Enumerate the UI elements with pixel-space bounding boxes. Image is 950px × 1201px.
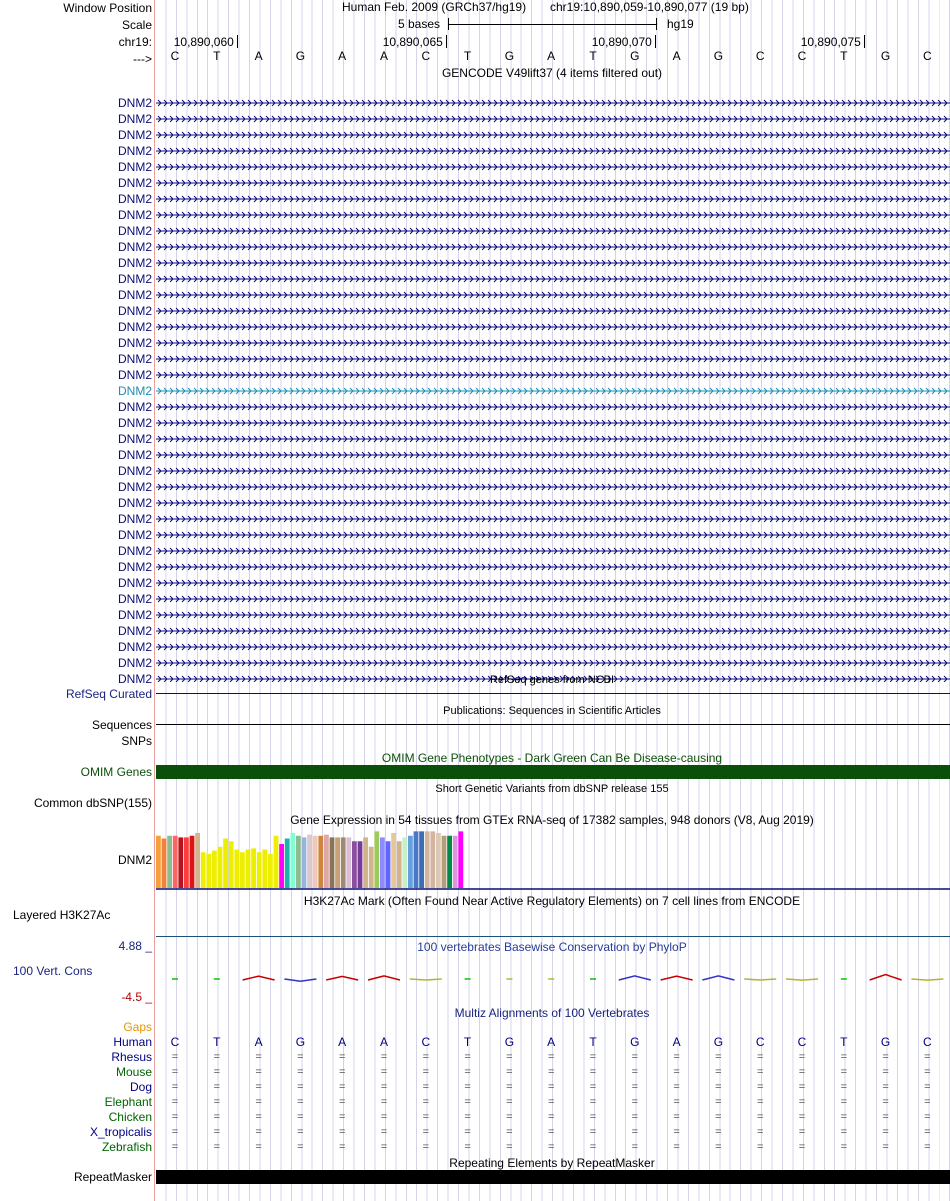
gencode-gene-label[interactable]: DNM2 [117, 432, 152, 446]
phylop-ymin-label: -4.5 _ [121, 990, 152, 1004]
coordinate-tick [446, 35, 447, 48]
gencode-gene-label[interactable]: DNM2 [117, 176, 152, 190]
track-label-panel [0, 0, 154, 1201]
publications-track-label[interactable]: Sequences [91, 718, 152, 732]
gencode-gene-label[interactable]: DNM2 [117, 400, 152, 414]
gencode-gene-label[interactable]: DNM2 [117, 624, 152, 638]
base-letter: C [421, 49, 431, 63]
base-letter: T [840, 49, 848, 63]
base-letter: C [755, 49, 765, 63]
refseq-track-label[interactable]: RefSeq Curated [65, 687, 152, 701]
base-letter: T [463, 49, 472, 63]
coordinate-tick-label: 10,890,075 [800, 35, 861, 49]
gencode-gene-label[interactable]: DNM2 [117, 224, 152, 238]
gencode-gene-label[interactable]: DNM2 [117, 112, 152, 126]
gencode-gene-label[interactable]: DNM2 [117, 208, 152, 222]
base-letter: A [672, 49, 681, 63]
gencode-gene-label[interactable]: DNM2 [117, 384, 152, 398]
gencode-gene-label[interactable]: DNM2 [117, 144, 152, 158]
gencode-gene-label[interactable]: DNM2 [117, 496, 152, 510]
gencode-gene-label[interactable]: DNM2 [117, 528, 152, 542]
gencode-gene-label[interactable]: DNM2 [117, 512, 152, 526]
gencode-gene-label[interactable]: DNM2 [117, 256, 152, 270]
base-letter: G [713, 49, 724, 63]
base-letter: G [295, 49, 306, 63]
gtex-track-label[interactable]: DNM2 [117, 853, 152, 867]
coordinate-tick [864, 35, 865, 48]
base-letter: A [254, 49, 263, 63]
gencode-gene-label[interactable]: DNM2 [117, 304, 152, 318]
base-letter: C [797, 49, 807, 63]
multiz-species-label[interactable]: Human [113, 1035, 152, 1049]
base-letter: C [170, 49, 180, 63]
gencode-gene-label[interactable]: DNM2 [117, 320, 152, 334]
base-letter: G [630, 49, 640, 63]
scale-label: Scale [121, 18, 152, 32]
window-position-label: Window Position [63, 1, 152, 15]
gencode-gene-label[interactable]: DNM2 [117, 368, 152, 382]
gencode-gene-label[interactable]: DNM2 [117, 160, 152, 174]
gencode-gene-label[interactable]: DNM2 [117, 128, 152, 142]
gencode-gene-label[interactable]: DNM2 [117, 96, 152, 110]
gencode-gene-label[interactable]: DNM2 [117, 336, 152, 350]
gencode-gene-label[interactable]: DNM2 [117, 592, 152, 606]
scale-bar-text: 5 bases [398, 17, 441, 31]
coordinate-tick [655, 35, 656, 48]
multiz-species-label[interactable]: Mouse [115, 1065, 152, 1079]
base-letter: G [880, 49, 891, 63]
gencode-gene-label[interactable]: DNM2 [117, 560, 152, 574]
base-letter: T [589, 49, 597, 63]
panel-divider [154, 0, 155, 1201]
position-readout: chr19:10,890,059-10,890,077 (19 bp) [550, 0, 749, 14]
multiz-species-label[interactable]: Dog [129, 1080, 152, 1094]
base-letter: A [338, 49, 347, 63]
base-letter: A [547, 49, 556, 63]
multiz-species-label[interactable]: Elephant [104, 1095, 152, 1109]
coordinate-tick-label: 10,890,060 [173, 35, 234, 49]
gencode-gene-label[interactable]: DNM2 [117, 608, 152, 622]
strand-arrow-label: ---> [133, 52, 152, 66]
base-letter: C [923, 49, 932, 63]
track-data-area[interactable] [156, 0, 950, 1201]
multiz-species-label[interactable]: Chicken [108, 1110, 152, 1124]
gencode-gene-label[interactable]: DNM2 [117, 640, 152, 654]
gencode-track-title: GENCODE V49lift37 (4 items filtered out) [441, 66, 663, 80]
gencode-gene-label[interactable]: DNM2 [117, 240, 152, 254]
coordinate-tick-label: 10,890,070 [591, 35, 652, 49]
gencode-gene-label[interactable]: DNM2 [117, 464, 152, 478]
scale-bar [448, 18, 657, 30]
gencode-gene-label[interactable]: DNM2 [117, 352, 152, 366]
multiz-species-label[interactable]: Rhesus [111, 1050, 152, 1064]
base-letter: G [504, 49, 515, 63]
base-letter: A [379, 49, 389, 63]
gencode-gene-label[interactable]: DNM2 [117, 416, 152, 430]
gencode-gene-label[interactable]: DNM2 [117, 480, 152, 494]
gencode-gene-lines[interactable] [156, 82, 950, 682]
omim-track-label[interactable]: OMIM Genes [80, 765, 152, 779]
gencode-gene-label[interactable]: DNM2 [117, 656, 152, 670]
coordinate-tick-label: 10,890,065 [382, 35, 443, 49]
phylop-ymax-label: 4.88 _ [118, 939, 152, 953]
base-letter: T [213, 49, 221, 63]
dbsnp-track-label[interactable]: Common dbSNP(155) [33, 796, 152, 810]
gencode-gene-label[interactable]: DNM2 [117, 576, 152, 590]
repeatmasker-track-label[interactable]: RepeatMasker [73, 1170, 152, 1184]
gencode-gene-label[interactable]: DNM2 [117, 192, 152, 206]
multiz-species-label[interactable]: X_tropicalis [89, 1125, 152, 1139]
h3k27ac-track-label[interactable]: Layered H3K27Ac [13, 908, 111, 922]
chrom-label: chr19: [118, 35, 152, 49]
gencode-gene-label[interactable]: DNM2 [117, 448, 152, 462]
coordinate-tick [237, 35, 238, 48]
gencode-gene-label[interactable]: DNM2 [117, 288, 152, 302]
phylop-track-label[interactable]: 100 Vert. Cons [13, 964, 93, 978]
scale-bar-db: hg19 [667, 17, 694, 31]
gencode-gene-label[interactable]: DNM2 [117, 544, 152, 558]
multiz-species-label[interactable]: Zebrafish [101, 1140, 152, 1154]
assembly-title: Human Feb. 2009 (GRCh37/hg19) [342, 0, 527, 14]
gencode-gene-label[interactable]: DNM2 [117, 272, 152, 286]
snps-track-label[interactable]: SNPs [121, 734, 152, 748]
multiz-gaps-label: Gaps [123, 1020, 152, 1034]
gencode-gene-label[interactable]: DNM2 [117, 672, 152, 686]
